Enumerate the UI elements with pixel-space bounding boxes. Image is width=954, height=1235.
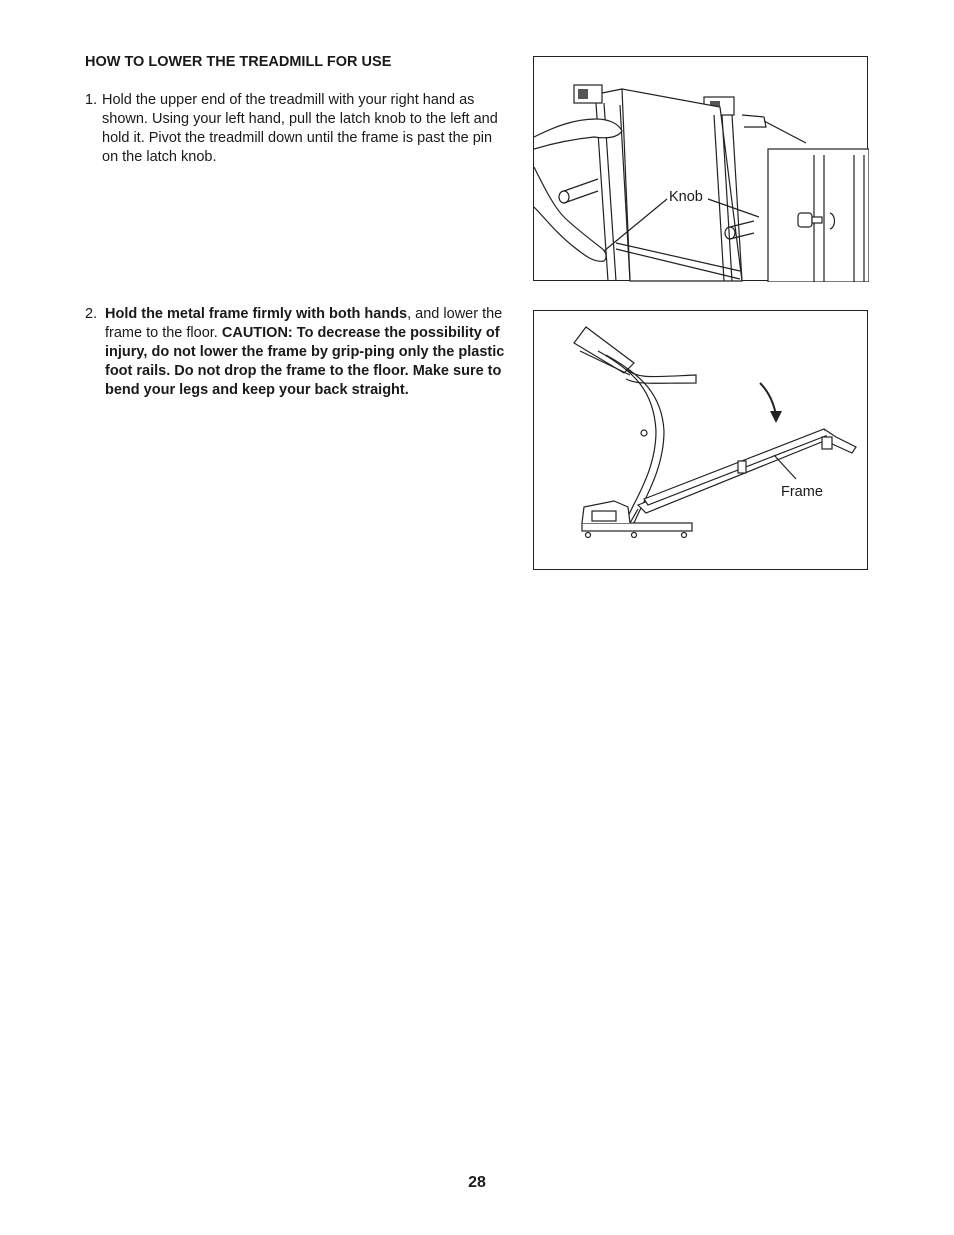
lower-frame-illustration [534, 311, 869, 571]
step-2-number: 2. [85, 306, 98, 322]
figure-lower-frame [533, 310, 868, 570]
page-number: 28 [468, 1174, 486, 1191]
frame-callout: Frame [781, 484, 823, 500]
figure-latch-knob [533, 56, 868, 281]
step-2-caution: CAUTION: To decrease the possibility of injury, do not lower the frame by grip-ping only the plastic foot rails. Do not drop the frame to the floor. Make sure to bend your legs and keep your back straight. [105, 325, 505, 398]
step-1 [85, 91, 505, 167]
step-2 [85, 305, 505, 400]
step-1-number: 1. [85, 92, 98, 108]
step-1-text: Hold the upper end of the treadmill with your right hand as shown. Using your left hand, pull the latch knob to the left and hold it. Pivot the treadmill down until the frame is past the pin on the latch knob. [102, 92, 498, 165]
latch-knob-illustration [534, 57, 869, 282]
step-2-text [105, 305, 505, 400]
knob-callout: Knob [669, 189, 703, 205]
section-heading: HOW TO LOWER THE TREADMILL FOR USE [85, 54, 392, 70]
step-2-bold-lead: Hold the metal frame firmly with both hands [105, 306, 408, 322]
step-2-text-mid: , and lower the frame to the floor. [105, 306, 503, 341]
